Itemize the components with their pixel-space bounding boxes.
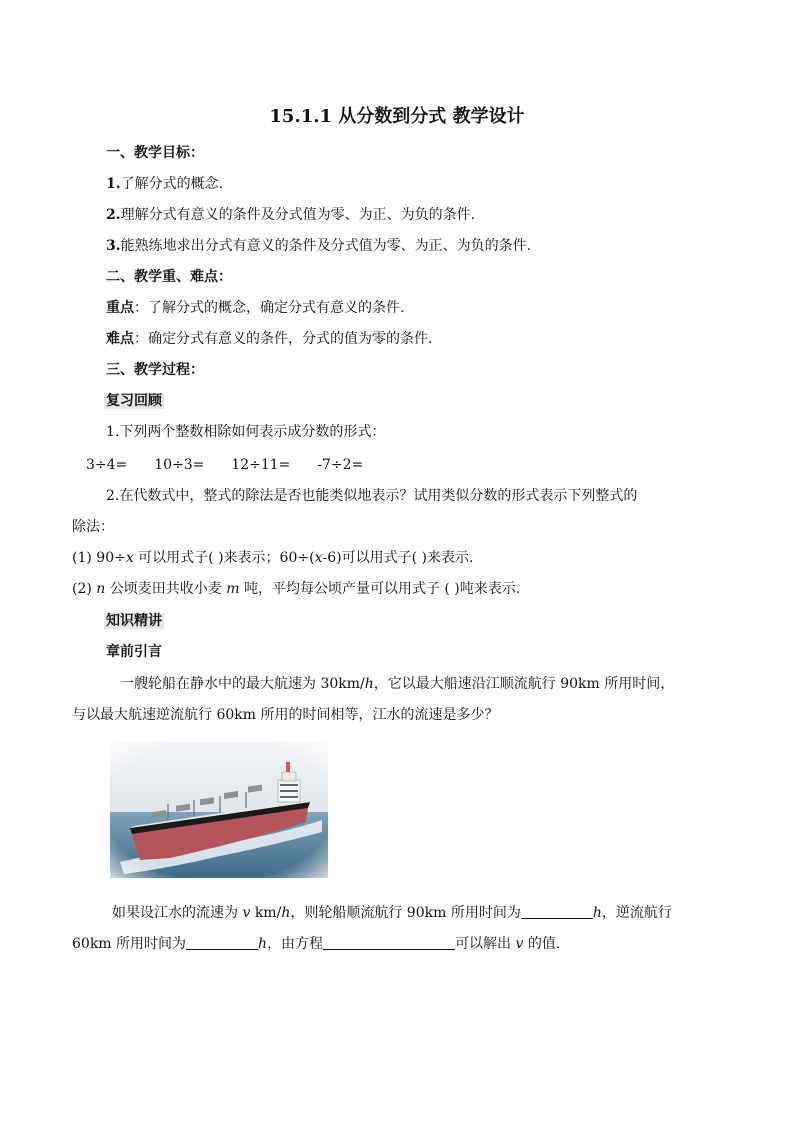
formula-text-d: ，逆流航行 (601, 905, 672, 921)
review-part-1 (72, 548, 473, 568)
intro-var-h: h (364, 676, 374, 692)
objective-1-text: 了解分式的概念. (120, 176, 224, 192)
expr-1: 3÷4= (86, 457, 128, 473)
page-title: 15.1.1 从分数到分式 教学设计 (269, 106, 525, 127)
formula-line2-text-c: 可以解出 (455, 936, 516, 952)
expr-3: 12÷11= (231, 457, 291, 473)
formula-text-a: 如果设江水的流速为 (112, 905, 243, 921)
formula-var-h2: h (592, 905, 602, 921)
part-1-var-x2: x (314, 550, 323, 566)
difficult-point-label: 难点 (106, 331, 134, 347)
intro-line-2: 与以最大航速逆流航行 60km 所用的时间相等，江水的流速是多少？ (72, 707, 499, 723)
objective-3 (106, 236, 531, 256)
objective-1-number: 1. (106, 176, 121, 192)
difficult-point-text: ：确定分式有意义的条件，分式的值为零的条件. (134, 331, 433, 347)
formula-line2-text-a: 60km 所用时间为 (72, 936, 187, 952)
formula-line2-var-v: v (515, 936, 524, 952)
intro-line-1 (120, 674, 674, 694)
knowledge-heading (104, 611, 164, 631)
review-heading-label: 复习回顾 (106, 393, 162, 409)
formula-var-v: v (242, 905, 251, 921)
section-objectives: 一、教学目标： (106, 145, 204, 161)
part-1-text-c: -6)可以用式子( )来表示. (322, 550, 474, 566)
formula-text-b: km/ (250, 905, 282, 921)
expr-2: 10÷3= (154, 457, 205, 473)
part-2-var-m: m (226, 581, 240, 597)
expr-4: -7÷2= (317, 457, 364, 473)
objective-2-number: 2. (106, 207, 121, 223)
intro-text-b: ，它以最大船速沿江顺流航行 90km 所用时间， (373, 676, 675, 692)
part-2-text-a: (2) (72, 581, 97, 597)
section-keypoints: 二、教学重、难点： (106, 269, 232, 285)
part-2-var-n: n (96, 581, 106, 597)
formula-var-h: h (281, 905, 291, 921)
objective-3-text: 能熟练地求出分式有意义的条件及分式值为零、为正、为负的条件. (120, 238, 532, 254)
review-question-2-line-1: 2.在代数式中，整式的除法是否也能类似地表示？试用类似分数的形式表示下列整式的 (106, 488, 638, 504)
intro-text-a: 一艘轮船在静水中的最大航速为 30km/ (120, 676, 365, 692)
review-question-2-line-2: 除法： (72, 519, 114, 535)
formula-line2-var-h: h (258, 936, 268, 952)
part-2-text-c: 吨，平均每公顷产量可以用式子 ( )吨来表示. (239, 581, 521, 597)
key-point-text: ：了解分式的概念，确定分式有意义的条件. (134, 300, 405, 316)
review-question-1: 1.下列两个整数相除如何表示成分数的形式： (106, 424, 386, 440)
part-1-text-b: 可以用式子( )来表示；60÷( (133, 550, 315, 566)
objective-3-number: 3. (106, 238, 121, 254)
knowledge-heading-label: 知识精讲 (106, 613, 162, 629)
review-part-2 (72, 579, 520, 599)
difficult-point (106, 329, 432, 349)
formula-line-2 (72, 934, 560, 954)
objective-2 (106, 205, 475, 225)
review-heading (104, 391, 164, 411)
key-point (106, 298, 404, 318)
objective-2-text: 理解分式有意义的条件及分式值为零、为正、为负的条件. (120, 207, 476, 223)
part-1-text-a: (1) 90÷ (72, 550, 126, 566)
part-1-var-x: x (125, 550, 134, 566)
section-process: 三、教学过程： (106, 362, 204, 378)
formula-line2-text-b: ，由方程 (267, 936, 324, 952)
formula-line2-text-d: 的值. (523, 936, 561, 952)
upstream-time-blank[interactable] (186, 935, 258, 950)
formula-line-1 (112, 903, 672, 923)
intro-heading: 章前引言 (106, 644, 162, 660)
cargo-ship-photo (110, 742, 328, 878)
part-2-text-b: 公顷麦田共收小麦 (105, 581, 227, 597)
key-point-label: 重点 (106, 300, 134, 316)
formula-text-c: ，则轮船顺流航行 90km 所用时间为 (290, 905, 521, 921)
downstream-time-blank[interactable] (521, 904, 593, 919)
equation-blank[interactable] (323, 935, 455, 950)
division-expressions (86, 455, 363, 475)
objective-1 (106, 174, 223, 194)
